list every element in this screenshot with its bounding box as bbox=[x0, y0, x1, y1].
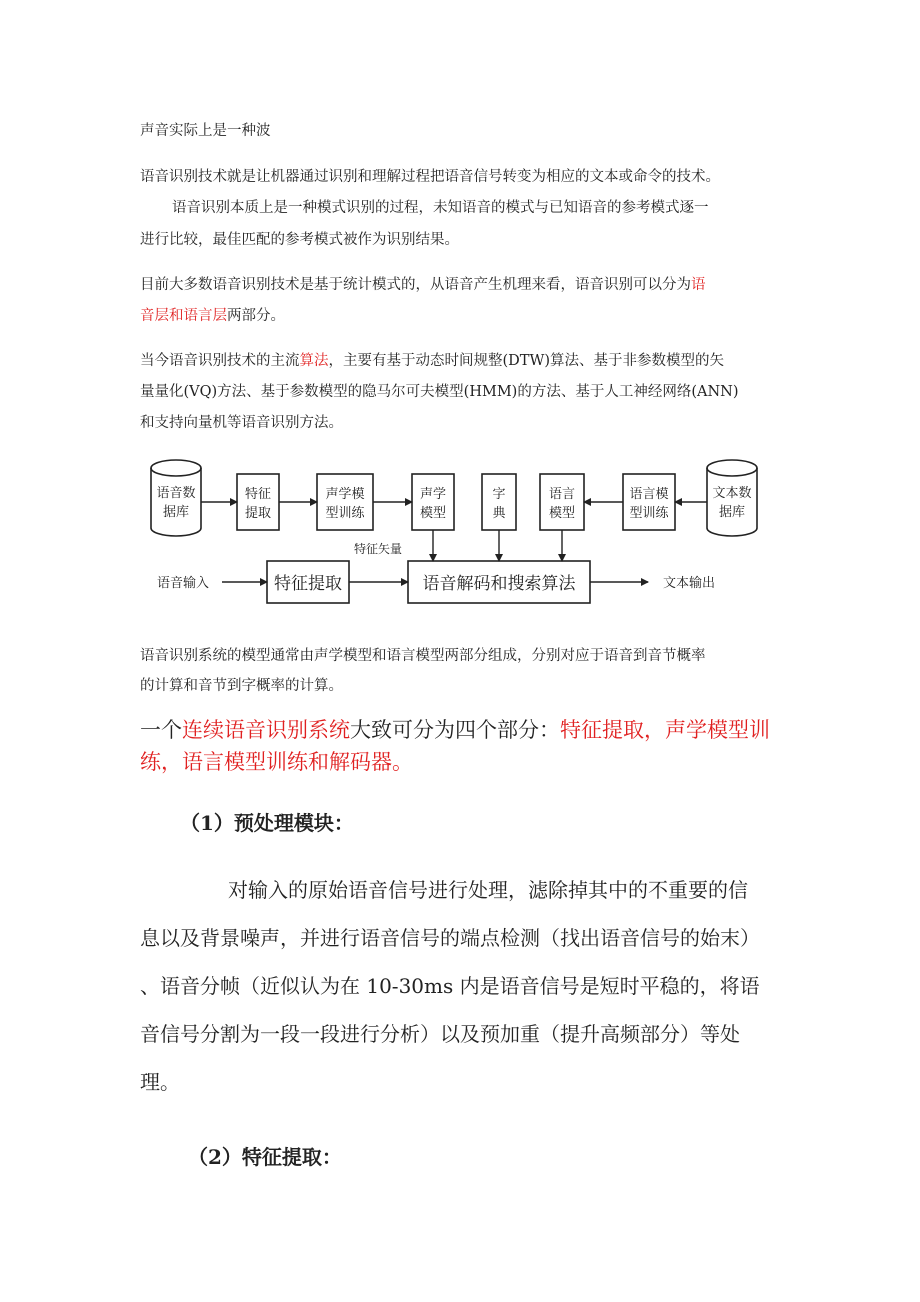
label: 语言 bbox=[548, 487, 576, 502]
feature-extraction-label: 特征提取 bbox=[274, 574, 342, 594]
language-model-box bbox=[540, 474, 584, 530]
text: 一个 bbox=[140, 718, 182, 742]
paragraph-line: 、语音分帧（近似认为在 10-30ms 内是语音信号是短时平稳的，将语 bbox=[140, 974, 760, 998]
text: 大致可分为四个部分： bbox=[350, 718, 560, 742]
line-definition: 语音识别技术就是让机器通过识别和理解过程把语音信号转变为相应的文本或命令的技术。 bbox=[140, 169, 720, 185]
speech-database-top bbox=[151, 460, 201, 476]
label: 模型 bbox=[419, 506, 447, 521]
section-heading-preprocessing: （1）预处理模块： bbox=[180, 811, 354, 835]
language-model-training-box bbox=[623, 474, 675, 530]
label: 典 bbox=[492, 506, 506, 521]
acoustic-model-training-box bbox=[317, 474, 373, 530]
speech-database-cylinder bbox=[151, 468, 201, 536]
label: 语音数 bbox=[156, 486, 196, 501]
label: 据库 bbox=[162, 505, 190, 520]
text-output-label: 文本输出 bbox=[662, 576, 716, 591]
acoustic-model-box bbox=[412, 474, 454, 530]
line-statistical-a bbox=[140, 270, 706, 301]
line-pattern-b: 进行比较，最佳匹配的参考模式被作为识别结果。 bbox=[140, 232, 459, 248]
label: 提取 bbox=[244, 506, 272, 521]
label: 声学 bbox=[419, 487, 447, 502]
line-statistical-b bbox=[140, 301, 285, 332]
line-sound-wave: 声音实际上是一种波 bbox=[140, 123, 271, 139]
line-algorithms-b: 量量化(VQ)方法、基于参数模型的隐马尔可夫模型(HMM)的方法、基于人工神经网络(ANN) bbox=[140, 384, 739, 400]
highlight-text: 特征提取，声学模型训 bbox=[560, 718, 770, 742]
label: 型训练 bbox=[325, 506, 365, 521]
section-heading-feature-extraction: （2）特征提取： bbox=[188, 1145, 342, 1169]
label: 字 bbox=[492, 487, 506, 502]
feature-extraction-top-box bbox=[237, 474, 279, 530]
text: 两部分。 bbox=[227, 308, 285, 324]
text: 目前大多数语音识别技术是基于统计模式的，从语音产生机理来看，语音识别可以分为 bbox=[140, 277, 691, 293]
highlight-text: 连续语音识别系统 bbox=[182, 718, 350, 742]
highlight-text: 音层和语言层 bbox=[140, 308, 227, 324]
label: 声学模 bbox=[325, 487, 365, 502]
decoder-label: 语音解码和搜索算法 bbox=[422, 574, 576, 594]
label: 型训练 bbox=[629, 506, 669, 521]
line-pattern-a: 语音识别本质上是一种模式识别的过程，未知语音的模式与已知语音的参考模式逐一 bbox=[172, 200, 709, 216]
line-model-a: 语音识别系统的模型通常由声学模型和语言模型两部分组成，分别对应于语音到音节概率 bbox=[140, 648, 706, 664]
line-model-b: 的计算和音节到字概率的计算。 bbox=[140, 678, 343, 694]
paragraph-line: 息以及背景噪声，并进行语音信号的端点检测（找出语音信号的始末） bbox=[140, 926, 760, 950]
label: 模型 bbox=[548, 506, 576, 521]
highlight-text: 算法 bbox=[299, 353, 329, 369]
feature-vector-label: 特征矢量 bbox=[353, 542, 403, 556]
label: 语言模 bbox=[629, 487, 669, 502]
speech-input-label: 语音输入 bbox=[156, 576, 210, 591]
line-algorithms-c: 和支持向量机等语音识别方法。 bbox=[140, 415, 343, 431]
label: 文本数 bbox=[712, 486, 752, 501]
label: 特征 bbox=[244, 487, 272, 502]
text-database-top bbox=[707, 460, 757, 476]
label: 据库 bbox=[718, 505, 746, 520]
paragraph-line: 音信号分割为一段一段进行分析）以及预加重（提升高频部分）等处 bbox=[140, 1022, 740, 1046]
line-algorithms-a bbox=[140, 346, 724, 377]
text-database-cylinder bbox=[707, 468, 757, 536]
text: 当今语音识别技术的主流 bbox=[140, 353, 300, 369]
highlight-text: 语 bbox=[691, 277, 706, 293]
text: ，主要有基于动态时间规整(DTW)算法、基于非参数模型的矢 bbox=[328, 353, 725, 369]
line-system-b: 练，语言模型训练和解码器。 bbox=[140, 750, 413, 774]
asr-system-diagram bbox=[140, 457, 780, 617]
paragraph-line: 理。 bbox=[140, 1070, 180, 1094]
dictionary-box bbox=[482, 474, 516, 530]
paragraph-line: 对输入的原始语音信号进行处理，滤除掉其中的不重要的信 bbox=[228, 878, 748, 902]
